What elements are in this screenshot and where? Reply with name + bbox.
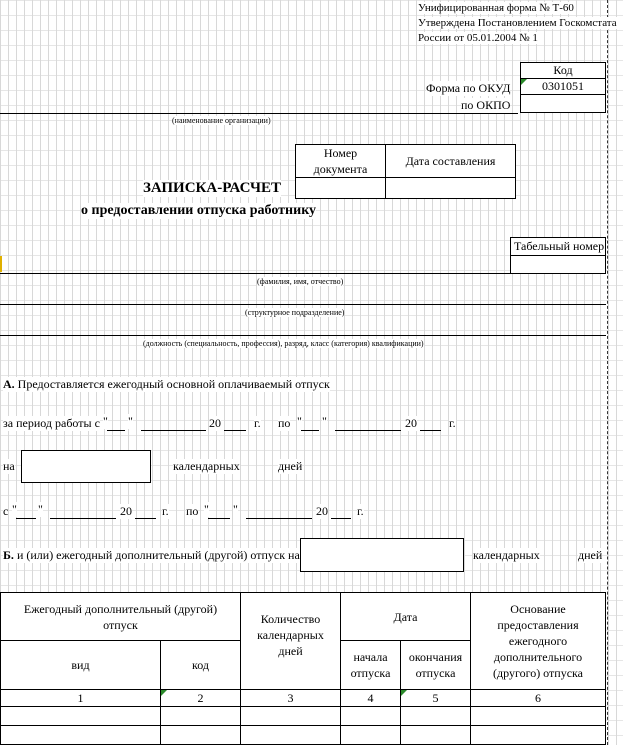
quote-open-2: " — [297, 414, 302, 428]
selected-cell-indicator — [0, 256, 2, 272]
cell-comment-marker — [161, 690, 167, 696]
table-row-2-start[interactable] — [340, 725, 401, 745]
document-title: ЗАПИСКА-РАСЧЕТ — [143, 180, 282, 196]
col-number-4: 4 — [340, 689, 401, 707]
calendar-label-b: календарных — [473, 548, 540, 562]
period-from-label: за период работы с — [3, 416, 100, 430]
department-line[interactable] — [0, 304, 606, 305]
quote-open-3: " — [12, 502, 17, 516]
table-row-1-end[interactable] — [400, 706, 471, 726]
col-number-2: 2 — [160, 689, 241, 707]
to-label-2: по — [186, 504, 199, 518]
col-code-header: код — [160, 640, 241, 690]
cell-comment-marker — [401, 690, 407, 696]
col-date-group-header: Дата — [340, 592, 471, 641]
period-to-day-field[interactable] — [301, 430, 319, 431]
year-suffix-1: г. — [254, 416, 261, 430]
calendar-label-a: календарных — [173, 459, 240, 473]
col-number-5: 5 — [400, 689, 471, 707]
from-label: с — [3, 504, 9, 518]
table-row-1-start[interactable] — [340, 706, 401, 726]
form-line-3: России от 05.01.2004 № 1 — [418, 32, 538, 44]
table-row-1-kind[interactable] — [0, 706, 161, 726]
section-b-text — [3, 548, 300, 563]
col-start-header: начала отпуска — [340, 640, 401, 690]
table-row-2-quantity[interactable] — [240, 725, 341, 745]
table-row-1-code[interactable] — [160, 706, 241, 726]
period-from-year-field[interactable] — [224, 430, 246, 431]
quote-open-4: " — [204, 502, 209, 516]
year-suffix-3: г. — [162, 504, 169, 518]
okud-code-field[interactable]: 0301051 — [520, 78, 606, 95]
na-label: на — [3, 459, 15, 473]
col-number-1: 1 — [0, 689, 161, 707]
document-subtitle: о предоставлении отпуска работнику — [81, 203, 317, 218]
table-row-2-end[interactable] — [400, 725, 471, 745]
print-area-border — [607, 0, 608, 745]
period-to-year-field[interactable] — [420, 430, 441, 431]
section-b-letter: Б. — [3, 548, 14, 562]
form-line-2: Утверждена Постановлением Госкомстата — [418, 17, 617, 29]
period-to-month-field[interactable] — [335, 430, 401, 431]
table-row-2-basis[interactable] — [470, 725, 606, 745]
position-caption: (должность (специальность, профессия), разряд, класс (категория) квалификации) — [143, 339, 424, 348]
quote-close-4: " — [233, 502, 238, 516]
days-label-a: дней — [278, 459, 303, 473]
tabel-number-label: Табельный номер — [510, 237, 606, 256]
section-a-letter: А. — [3, 377, 15, 391]
leave-to-month-field[interactable] — [246, 518, 312, 519]
leave-to-day-field[interactable] — [208, 518, 230, 519]
quote-close-1: " — [128, 414, 133, 428]
org-name-line[interactable] — [0, 113, 518, 114]
main-leave-days-field[interactable] — [21, 450, 151, 483]
table-row-2-code[interactable] — [160, 725, 241, 745]
section-a-text — [3, 377, 330, 392]
employee-name-caption: (фамилия, имя, отчество) — [257, 277, 344, 286]
year-prefix-3: 20 — [120, 504, 132, 518]
quote-close-2: " — [322, 414, 327, 428]
year-suffix-2: г. — [449, 416, 456, 430]
doc-date-header: Дата составления — [385, 144, 516, 178]
section-b-description: и (или) ежегодный дополнительный (другой) отпуск на — [16, 548, 300, 562]
to-label-1: по — [278, 416, 291, 430]
col-kind-header: вид — [0, 640, 161, 690]
days-label-b: дней — [578, 548, 603, 562]
leave-from-day-field[interactable] — [16, 518, 36, 519]
col-number-3: 3 — [240, 689, 341, 707]
table-row-1-quantity[interactable] — [240, 706, 341, 726]
quote-open-1: " — [103, 414, 108, 428]
employee-name-line[interactable] — [0, 273, 606, 274]
table-row-2-kind[interactable] — [0, 725, 161, 745]
position-line[interactable] — [0, 335, 606, 336]
leave-from-year-field[interactable] — [135, 518, 156, 519]
code-header: Код — [520, 62, 606, 79]
department-caption: (структурное подразделение) — [245, 308, 345, 317]
tabel-number-field[interactable] — [510, 255, 606, 274]
doc-number-field[interactable] — [295, 177, 386, 199]
additional-leave-days-field[interactable] — [300, 538, 464, 572]
year-prefix-4: 20 — [316, 504, 328, 518]
org-name-caption: (наименование организации) — [172, 116, 271, 125]
section-a-description: Предоставляется ежегодный основной оплачиваемый отпуск — [17, 377, 330, 391]
leave-from-month-field[interactable] — [50, 518, 116, 519]
quote-close-3: " — [38, 502, 43, 516]
col-number-6: 6 — [470, 689, 606, 707]
doc-date-field[interactable] — [385, 177, 516, 199]
form-line-1: Унифицированная форма № Т-60 — [418, 2, 574, 14]
leave-to-year-field[interactable] — [331, 518, 351, 519]
doc-number-header: Номер документа — [295, 144, 386, 178]
cell-comment-marker — [521, 79, 527, 85]
col-quantity-header: Количество календарных дней — [240, 592, 341, 690]
col-group-additional-leave: Ежегодный дополнительный (другой) отпуск — [0, 592, 241, 641]
year-prefix-1: 20 — [209, 416, 221, 430]
year-suffix-4: г. — [357, 504, 364, 518]
table-row-1-basis[interactable] — [470, 706, 606, 726]
okud-label: Форма по ОКУД — [426, 81, 511, 95]
col-end-header: окончания отпуска — [400, 640, 471, 690]
col-basis-header: Основание предоставления ежегодного дополнительного (другого) отпуска — [470, 592, 606, 690]
okpo-code-field[interactable] — [520, 94, 606, 113]
okpo-label: по ОКПО — [461, 98, 511, 112]
year-prefix-2: 20 — [405, 416, 417, 430]
period-from-month-field[interactable] — [141, 430, 206, 431]
period-from-day-field[interactable] — [107, 430, 125, 431]
